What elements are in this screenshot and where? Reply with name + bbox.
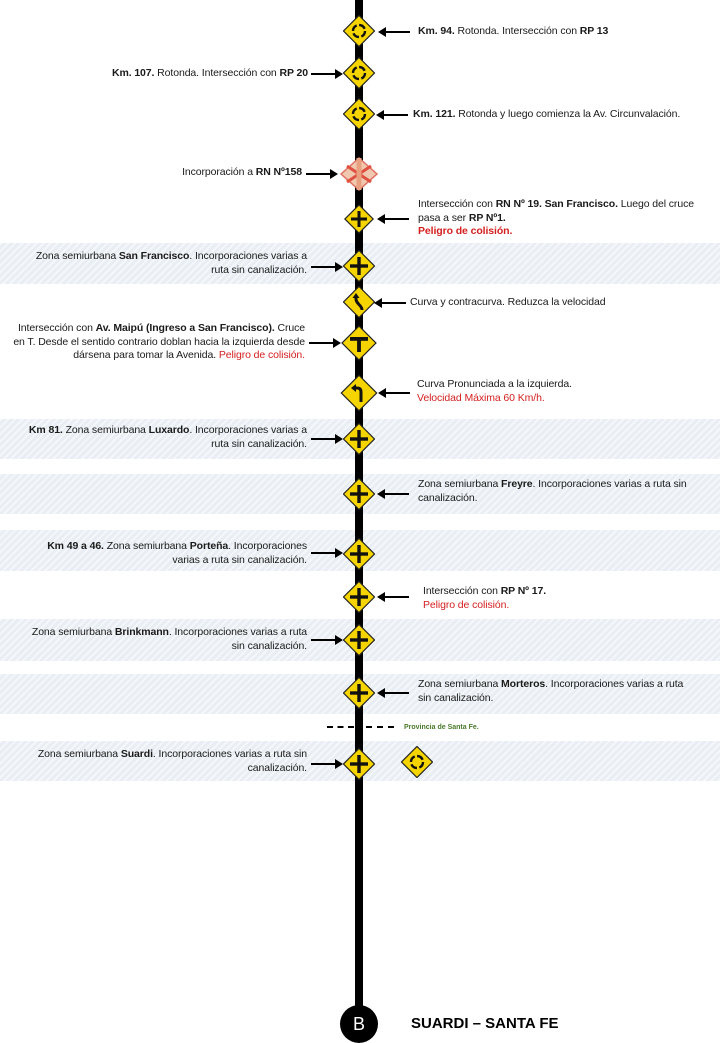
sign-rn158 xyxy=(339,156,379,192)
road-line xyxy=(355,0,363,1022)
note-portena xyxy=(20,540,307,567)
note-text: Km 81. xyxy=(28,424,63,436)
note-text: Intersección con xyxy=(423,585,501,597)
sign-curva1 xyxy=(343,286,375,318)
note-km94 xyxy=(418,25,708,39)
note-text: Luego del cruce pasa a ser xyxy=(418,198,694,224)
note-text: Zona semiurbana xyxy=(35,250,119,262)
note-sanfrancisco xyxy=(20,250,307,277)
note-text: . Incorporaciones varias a ruta sin canalización. xyxy=(152,748,307,774)
crossroad-sign-icon xyxy=(343,478,375,510)
note-suardi xyxy=(20,748,307,775)
note-text: Zona semiurbana xyxy=(103,540,190,552)
reverse-curve-sign-icon xyxy=(343,286,375,318)
sign-morteros xyxy=(343,677,375,709)
arrow-left-icon xyxy=(377,592,409,602)
note-rn19 xyxy=(418,198,710,239)
roundabout-sign-icon xyxy=(401,746,433,778)
note-text: . Incorporaciones varias a ruta sin canalización. xyxy=(418,678,684,704)
crossroad-sign-icon xyxy=(343,748,375,780)
note-text: Luxardo xyxy=(148,424,190,436)
note-text: Intersección con xyxy=(418,198,496,210)
sign-sanfrancisco xyxy=(343,250,375,282)
note-text: Peligro de colisión. xyxy=(218,349,305,361)
note-text: Km 49 a 46. xyxy=(47,540,104,552)
note-curva2 xyxy=(417,378,707,405)
note-text: Km. 121. xyxy=(413,108,456,120)
arrow-curva2 xyxy=(378,388,410,398)
note-luxardo xyxy=(20,424,307,451)
note-text: Zona semiurbana xyxy=(418,678,502,690)
arrow-left-icon xyxy=(377,214,409,224)
province-boundary-right xyxy=(366,726,394,728)
crossroad-sign-icon xyxy=(343,423,375,455)
arrow-left-icon xyxy=(374,298,406,308)
arrow-luxardo xyxy=(311,434,343,444)
arrow-right-icon xyxy=(306,169,338,179)
note-text: Porteña xyxy=(189,540,229,552)
arrow-left-icon xyxy=(377,688,409,698)
note-text: RP 13 xyxy=(579,25,609,37)
note-maipu xyxy=(5,322,305,363)
arrow-left-icon xyxy=(377,489,409,499)
sign-rp17 xyxy=(343,581,375,613)
note-text: Curva Pronunciada a la izquierda. xyxy=(417,378,572,390)
province-boundary-left xyxy=(327,726,354,728)
note-curva1 xyxy=(410,296,710,310)
arrow-sanfrancisco xyxy=(311,262,343,272)
arrow-right-icon xyxy=(311,434,343,444)
sign-freyre xyxy=(343,478,375,510)
crossroad-sign-icon xyxy=(343,250,375,282)
sign-suardi xyxy=(343,748,375,780)
note-text: RP Nº 17. xyxy=(500,585,547,597)
route-end-title: SUARDI – SANTA FE xyxy=(411,1015,559,1032)
note-text: . Incorporaciones varias a ruta sin canalización. xyxy=(168,626,307,652)
sign-portena xyxy=(343,538,375,570)
note-text: Rotonda y luego comienza la Av. Circunvalación. xyxy=(455,108,681,120)
note-text: . Incorporaciones varias a ruta sin canalización. xyxy=(172,540,307,566)
note-text: . Incorporaciones varias a ruta sin canalización. xyxy=(189,424,307,450)
arrow-left-icon xyxy=(378,388,410,398)
arrow-right-icon xyxy=(309,338,341,348)
note-text: Velocidad Máxima 60 Km/h. xyxy=(417,391,545,404)
sign-km107 xyxy=(343,57,375,89)
roundabout-sign-icon xyxy=(343,15,375,47)
note-text: Morteros xyxy=(501,678,546,690)
roundabout-sign-icon xyxy=(343,57,375,89)
note-text: Km. 94. xyxy=(418,25,455,37)
sign-maipu xyxy=(341,325,377,361)
note-text: . Incorporaciones varias a ruta sin canalización. xyxy=(189,250,307,276)
note-text: RN Nº 19. San Francisco. xyxy=(495,198,618,210)
note-rn158 xyxy=(80,166,302,180)
route-end-marker: B xyxy=(340,1005,378,1043)
sign-km94 xyxy=(343,15,375,47)
note-text: . Incorporaciones varias a ruta sin canalización. xyxy=(418,478,687,504)
t-junction-sign-icon xyxy=(341,325,377,361)
note-text: Rotonda. Intersección con xyxy=(454,25,580,37)
arrow-rp17 xyxy=(377,592,409,602)
arrow-freyre xyxy=(377,489,409,499)
crossroad-sign-icon xyxy=(344,204,374,234)
arrow-curva1 xyxy=(374,298,406,308)
note-text: Km. 107. xyxy=(111,67,155,79)
arrow-portena xyxy=(311,548,343,558)
sign-roundabout-extra xyxy=(401,746,433,778)
note-text: Zona semiurbana xyxy=(62,424,149,436)
arrow-right-icon xyxy=(311,69,343,79)
note-text: Peligro de colisión. xyxy=(423,598,510,611)
note-text: Rotonda. Intersección con xyxy=(154,67,280,79)
arrow-suardi xyxy=(311,759,343,769)
note-freyre xyxy=(418,478,698,505)
arrow-right-icon xyxy=(311,635,343,645)
arrow-right-icon xyxy=(311,262,343,272)
railway-crossing-sign-icon xyxy=(339,156,379,192)
note-text: Zona semiurbana xyxy=(31,626,115,638)
note-text: Freyre xyxy=(501,478,533,490)
note-text: Zona semiurbana xyxy=(37,748,121,760)
sign-curva2 xyxy=(340,374,378,412)
arrow-right-icon xyxy=(311,548,343,558)
arrow-left-icon xyxy=(378,27,410,37)
crossroad-sign-icon xyxy=(343,677,375,709)
note-text: Cruce en T. Desde el sentido contrario doblan hacia la izquierda desde dársena para tomar la Avenida. xyxy=(13,322,305,361)
arrow-morteros xyxy=(377,688,409,698)
note-text: Incorporación a xyxy=(182,166,256,178)
crossroad-sign-icon xyxy=(343,581,375,613)
note-brinkmann xyxy=(20,626,307,653)
sharp-left-curve-sign-icon xyxy=(340,374,378,412)
sign-luxardo xyxy=(343,423,375,455)
arrow-left-icon xyxy=(376,110,408,120)
note-text: Brinkmann xyxy=(114,626,169,638)
arrow-brinkmann xyxy=(311,635,343,645)
arrow-km107 xyxy=(311,69,343,79)
note-text: RP 20 xyxy=(279,67,308,79)
province-label: Provincia de Santa Fe. xyxy=(404,724,479,731)
arrow-km121 xyxy=(376,110,408,120)
arrow-maipu xyxy=(309,338,341,348)
note-text: San Francisco xyxy=(118,250,190,262)
roundabout-sign-icon xyxy=(343,98,375,130)
arrow-rn19 xyxy=(377,214,409,224)
note-rp17 xyxy=(423,585,703,612)
note-km121 xyxy=(413,108,713,122)
sign-brinkmann xyxy=(343,624,375,656)
note-text: Intersección con xyxy=(17,322,96,334)
arrow-km94 xyxy=(378,27,410,37)
note-km107 xyxy=(40,67,308,81)
sign-km121 xyxy=(343,98,375,130)
sign-rn19 xyxy=(344,204,374,234)
note-text: RP Nº1. xyxy=(468,211,506,224)
arrow-right-icon xyxy=(311,759,343,769)
note-text: Zona semiurbana xyxy=(418,478,502,490)
note-text: RN Nº158 xyxy=(255,166,302,178)
note-morteros xyxy=(418,678,698,705)
note-text: Suardi xyxy=(120,748,153,760)
arrow-rn158 xyxy=(306,169,338,179)
crossroad-sign-icon xyxy=(343,624,375,656)
note-text: Curva y contracurva. Reduzca la velocidad xyxy=(410,296,606,308)
note-text: Peligro de colisión. xyxy=(418,225,513,237)
crossroad-sign-icon xyxy=(343,538,375,570)
note-text: Av. Maipú (Ingreso a San Francisco). xyxy=(95,322,275,334)
